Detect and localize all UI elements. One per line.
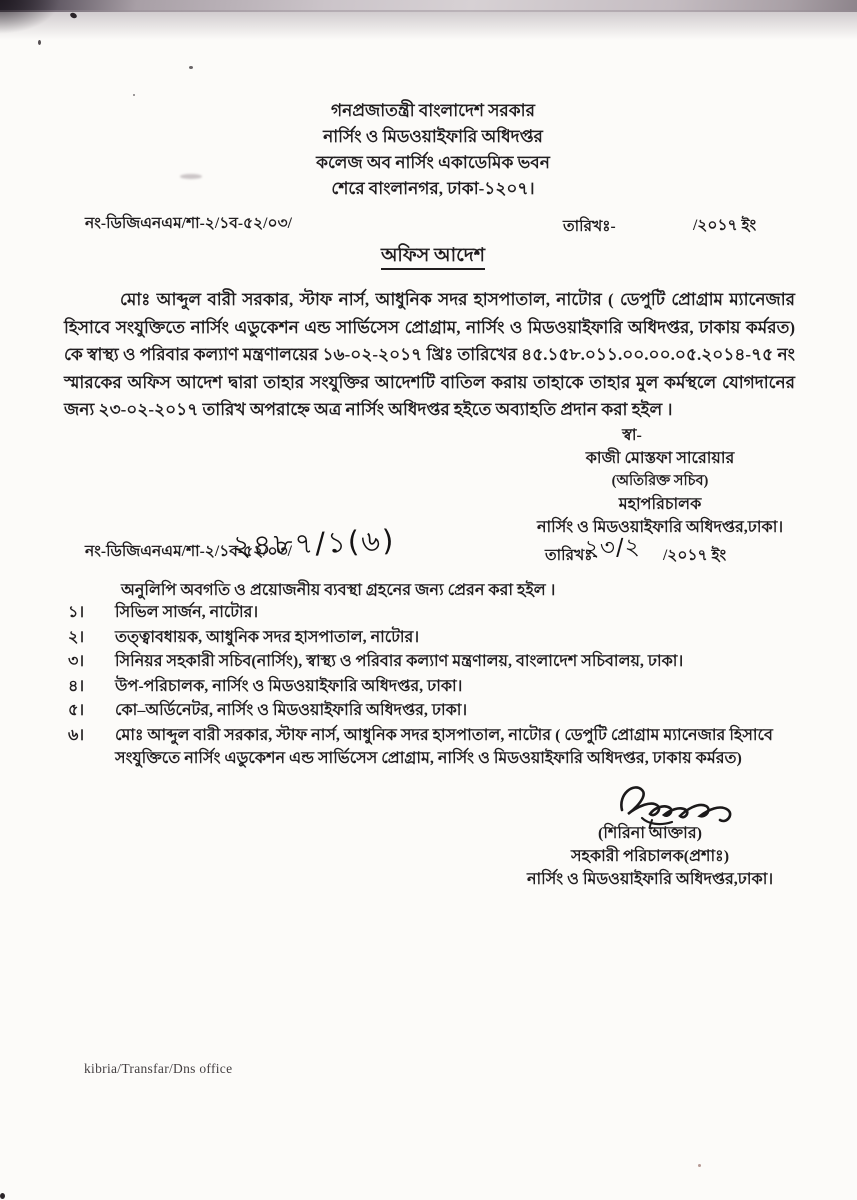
list-item — [68, 675, 790, 699]
list-item-number: ৬। — [68, 726, 85, 744]
date-year-bottom: /২০১৭ ইং — [663, 547, 727, 564]
copy-distribution-line: অনুলিপি অবগতি ও প্রয়োজনীয় ব্যবস্থা গ্রহনের জন্য প্রেরন করা হইল । — [121, 582, 556, 599]
list-item-text: সিনিয়র সহকারী সচিব(নার্সিং), স্বাস্থ্য ও পরিবার কল্যাণ মন্ত্রণালয়, বাংলাদেশ সচিবালয়, ঢাকা। — [115, 653, 684, 670]
scan-top-fade — [0, 10, 857, 40]
signatory-designation: মহাপরিচালক — [618, 496, 702, 513]
signature-abbrev-label: স্বা- — [622, 427, 642, 444]
handwritten-issue-number: ২৪৮৭/১(৬) — [231, 523, 396, 563]
signatory-office: নার্সিং ও মিডওয়াইফারি অধিদপ্তর,ঢাকা। — [536, 519, 784, 536]
memo-number-top: নং-ডিজিএনএম/শা-২/১ব-৫২/০৩/ — [85, 215, 292, 232]
list-item-number: ৩। — [68, 653, 85, 670]
recipient-list — [68, 601, 790, 772]
list-item — [68, 626, 790, 650]
signatory-name: কাজী মোস্তফা সারোয়ার — [585, 450, 735, 467]
scan-speck — [0, 1193, 5, 1199]
scan-speck — [133, 94, 135, 96]
list-item — [68, 699, 790, 723]
list-item-text: কো–অর্ডিনেটর, নার্সিং ও মিডওয়াইফারি অধিদপ্তর, ঢাকা। — [115, 702, 468, 719]
list-item-text: উপ-পরিচালক, নার্সিং ও মিডওয়াইফারি অধিদপ্তর, ঢাকা। — [115, 677, 463, 695]
signatory-office: নার্সিং ও মিডওয়াইফারি অধিদপ্তর,ঢাকা। — [526, 871, 774, 888]
handwritten-date: ২৩/২ — [583, 534, 642, 562]
list-item — [68, 601, 790, 625]
list-item — [68, 650, 790, 674]
list-item-text: সিভিল সার্জন, নাটোর। — [115, 604, 259, 621]
file-reference-note: kibria/Transfar/Dns office — [84, 1061, 233, 1076]
letterhead-address-line: শেরে বাংলানগর, ঢাকা-১২০৭। — [331, 179, 535, 198]
date-year-top: /২০১৭ ইং — [693, 217, 757, 234]
list-item-text: মোঃ আব্দুল বারী সরকার, স্টাফ নার্স, আধুনিক সদর হাসপাতাল, নাটোর ( ডেপুটি প্রোগ্রাম ম্যানেজার হিসাবে সংযুক্তিতে নার্সিং এডুকেশন এন্ড সার্ভিসেস প্রোগ্রাম, নার্সিং ও মিডওয়াইফারি অধিদপ্তর, ঢাকায় কর্মরত) — [115, 726, 773, 767]
scan-corner-shadow — [0, 0, 60, 34]
list-item — [68, 724, 790, 771]
list-item-number: ৪। — [68, 677, 85, 695]
scan-speck — [38, 40, 41, 45]
order-body-paragraph: মোঃ আব্দুল বারী সরকার, স্টাফ নার্স, আধুনিক সদর হাসপাতাল, নাটোর ( ডেপুটি প্রোগ্রাম ম্যানেজার হিসাবে সংযুক্তিতে নার্সিং এডুকেশন এন্ড সার্ভিসেস প্রোগ্রাম, নার্সিং ও মিডওয়াইফারি অধিদপ্তর, ঢাকায় কর্মরত) কে স্বাস্থ্য ও পরিবার কল্যাণ মন্ত্রণালয়ের ১৬-০২-২০১৭ খ্রিঃ তারিখের ৪৫.১৫৮.০১১.০০.০০.০৫.২০১৪-৭৫ নং স্মারকের অফিস আদেশ দ্বারা তাহার সংযুক্তির আদেশটি বাতিল করায় তাহাকে তাহার মুল কর্মস্থলে যোগদানের জন্য ২৩-০২-২০১৭ তারিখ অপরাহ্নে অত্র নার্সিং অধিদপ্তর হইতে অব্যাহতি প্রদান করা হইল । — [64, 290, 795, 419]
scan-speck — [189, 66, 193, 69]
list-item-text: তত্ত্বাবধায়ক, আধুনিক সদর হাসপাতাল, নাটোর। — [115, 628, 420, 646]
date-label-bottom: তারিখঃ- — [545, 547, 598, 564]
document-title: অফিস আদেশ — [0, 241, 857, 273]
list-item-number: ৫। — [68, 702, 85, 719]
letterhead-directorate-line: নার্সিং ও মিডওয়াইফারি অধিদপ্তর — [323, 127, 543, 146]
signatory-block-assistant-director — [520, 822, 780, 891]
letterhead-building-line: কলেজ অব নার্সিং একাডেমিক ভবন — [316, 153, 550, 172]
date-label-top: তারিখঃ- — [563, 218, 616, 235]
signatory-name: (শিরিনা আক্তার) — [598, 825, 702, 842]
letterhead — [0, 98, 857, 202]
signatory-rank: (অতিরিক্ত সচিব) — [611, 473, 709, 489]
scan-speck — [698, 1164, 701, 1167]
signatory-designation: সহকারী পরিচালক(প্রশাঃ) — [570, 848, 730, 865]
letterhead-government-line: গনপ্রজাতন্ত্রী বাংলাদেশ সরকার — [331, 101, 535, 120]
memo-number-bottom: নং-ডিজিএনএম/শা-২/১ব-৫২/০৩/ — [85, 543, 292, 560]
list-item-number: ২। — [68, 628, 85, 646]
signatory-block-director-general — [525, 424, 795, 539]
list-item-number: ১। — [68, 604, 85, 621]
